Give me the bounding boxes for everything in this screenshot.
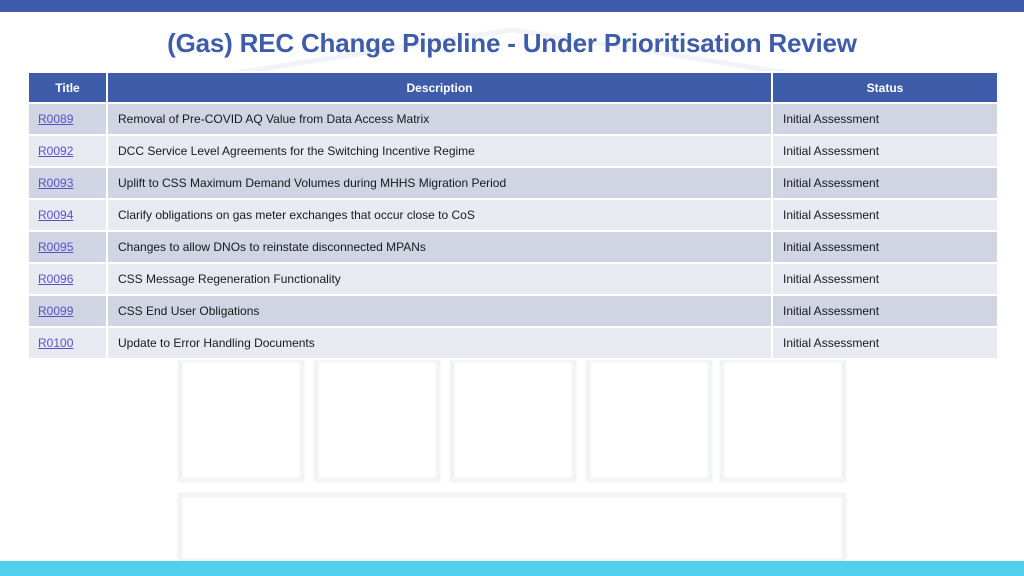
cell-status: Initial Assessment <box>772 135 998 167</box>
cell-description: Uplift to CSS Maximum Demand Volumes during MHHS Migration Period <box>107 167 772 199</box>
column-header-description: Description <box>107 72 772 103</box>
change-id-link[interactable]: R0095 <box>38 240 74 254</box>
change-id-link[interactable]: R0092 <box>38 144 74 158</box>
cell-change-id <box>28 263 107 295</box>
cell-change-id <box>28 327 107 359</box>
cell-description: CSS Message Regeneration Functionality <box>107 263 772 295</box>
table-row <box>28 199 998 231</box>
change-id-link[interactable]: R0094 <box>38 208 74 222</box>
cell-description: CSS End User Obligations <box>107 295 772 327</box>
change-id-link[interactable]: R0093 <box>38 176 74 190</box>
bottom-accent-bar <box>0 561 1024 576</box>
change-id-link[interactable]: R0099 <box>38 304 74 318</box>
cell-change-id <box>28 231 107 263</box>
cell-status: Initial Assessment <box>772 263 998 295</box>
page-title: (Gas) REC Change Pipeline - Under Prioritisation Review <box>167 28 857 58</box>
change-id-link[interactable]: R0089 <box>38 112 74 126</box>
table-row <box>28 295 998 327</box>
cell-description: Clarify obligations on gas meter exchanges that occur close to CoS <box>107 199 772 231</box>
cell-change-id <box>28 135 107 167</box>
cell-status: Initial Assessment <box>772 327 998 359</box>
column-header-status: Status <box>772 72 998 103</box>
cell-change-id <box>28 199 107 231</box>
cell-description: Removal of Pre-COVID AQ Value from Data Access Matrix <box>107 103 772 135</box>
cell-change-id <box>28 167 107 199</box>
cell-change-id <box>28 103 107 135</box>
change-id-link[interactable]: R0096 <box>38 272 74 286</box>
cell-status: Initial Assessment <box>772 295 998 327</box>
table-row <box>28 167 998 199</box>
cell-status: Initial Assessment <box>772 103 998 135</box>
table-row <box>28 103 998 135</box>
cell-change-id <box>28 295 107 327</box>
table-row <box>28 263 998 295</box>
column-header-title: Title <box>28 72 107 103</box>
cell-status: Initial Assessment <box>772 199 998 231</box>
cell-status: Initial Assessment <box>772 167 998 199</box>
cell-description: DCC Service Level Agreements for the Switching Incentive Regime <box>107 135 772 167</box>
change-pipeline-table <box>27 71 999 360</box>
table-row <box>28 135 998 167</box>
table-row <box>28 327 998 359</box>
cell-status: Initial Assessment <box>772 231 998 263</box>
cell-description: Changes to allow DNOs to reinstate disconnected MPANs <box>107 231 772 263</box>
table-header-row <box>28 72 998 103</box>
change-id-link[interactable]: R0100 <box>38 336 74 350</box>
cell-description: Update to Error Handling Documents <box>107 327 772 359</box>
table-row <box>28 231 998 263</box>
